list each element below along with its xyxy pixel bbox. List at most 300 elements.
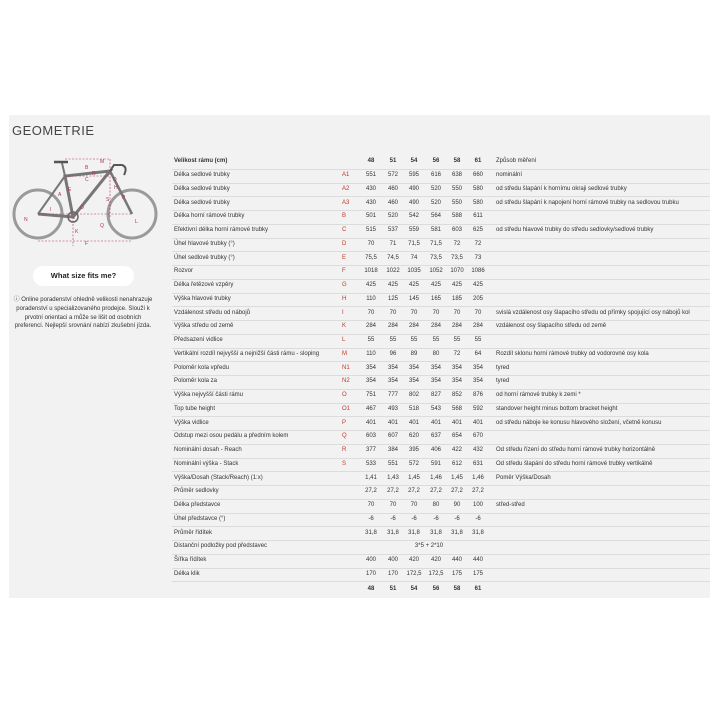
row-value: 74 (410, 254, 418, 261)
row-value: 284 (408, 323, 419, 330)
row-value: 425 (365, 282, 376, 288)
row-note: nominální (496, 172, 523, 178)
table-row (172, 183, 710, 198)
row-code: N1 (342, 364, 350, 371)
row-value: 660 (472, 172, 483, 178)
table-row (172, 485, 710, 500)
size-footer: 58 (453, 585, 461, 592)
size-footer: 51 (389, 585, 397, 592)
row-value: 70 (474, 309, 482, 316)
header-label: Velikost rámu (cm) (174, 158, 228, 164)
row-value: 638 (451, 172, 462, 178)
row-value: 1052 (429, 268, 443, 275)
row-value: 354 (430, 378, 441, 385)
size-header: 56 (432, 158, 440, 164)
row-value: 354 (451, 364, 462, 371)
row-note: Od středu šlapání do středu horní rámové trubky vertikálně (496, 460, 653, 467)
row-value: -6 (433, 515, 439, 522)
row-value: 580 (472, 185, 483, 192)
row-value: 406 (430, 447, 441, 453)
row-value: 637 (430, 433, 441, 440)
row-value: 55 (367, 337, 375, 343)
row-value: 777 (387, 392, 398, 398)
diagram-letter: D (113, 177, 117, 183)
row-value: 533 (365, 460, 376, 467)
table-row (172, 210, 710, 225)
row-code: F (342, 268, 346, 275)
row-value: 354 (365, 378, 376, 385)
row-value: 55 (474, 337, 482, 343)
row-value: 284 (472, 323, 483, 330)
table-row (172, 444, 710, 459)
row-value: 467 (365, 405, 376, 412)
row-label: Poloměr kola za (174, 378, 218, 385)
row-value: 74,5 (387, 254, 399, 261)
row-value: 537 (387, 227, 398, 233)
row-value: 395 (408, 447, 419, 453)
row-code: D (342, 240, 347, 247)
row-label: Výška nejvyšší části rámu (174, 392, 244, 398)
row-value: 145 (408, 295, 419, 302)
bike-geometry-diagram (10, 151, 160, 251)
row-value: 70 (410, 502, 418, 508)
row-label: Výška vidlice (174, 419, 209, 426)
row-value: 1,46 (472, 474, 484, 481)
row-value: 631 (472, 460, 483, 467)
row-value: 73 (474, 254, 482, 261)
row-label: Šířka řídítek (174, 557, 207, 563)
row-value: 654 (451, 433, 462, 440)
row-value: 520 (430, 185, 441, 192)
row-value: -6 (475, 515, 481, 522)
size-header: 61 (474, 158, 482, 164)
row-value: 542 (408, 213, 419, 220)
row-value: 284 (430, 323, 441, 330)
row-value: 354 (451, 378, 462, 385)
row-value: 100 (472, 502, 483, 508)
row-value: 550 (451, 199, 462, 206)
row-value: 400 (365, 557, 376, 563)
row-value: 607 (387, 433, 398, 440)
row-value: 612 (451, 460, 462, 467)
table-row (172, 348, 710, 363)
row-value: 70 (410, 309, 418, 316)
row-value: 401 (365, 419, 376, 426)
row-value: 751 (365, 392, 376, 398)
row-value: 1,41 (365, 474, 377, 481)
row-value: 551 (365, 172, 376, 178)
table-row (172, 293, 710, 308)
diagram-letter: L (135, 219, 138, 225)
table-row (172, 362, 710, 377)
row-value: 70 (389, 309, 397, 316)
row-value: 27,2 (451, 488, 463, 495)
row-value: 55 (389, 337, 397, 343)
row-label: Úhel sedlové trubky (°) (174, 254, 235, 261)
diagram-letter: I (50, 207, 52, 213)
row-note: Od středu řízení do středu horní rámové trubky horizontálně (496, 447, 656, 453)
row-value: 1086 (471, 268, 485, 275)
row-code: N2 (342, 378, 350, 385)
row-code: C (342, 227, 347, 233)
row-label: Úhel představce (°) (174, 515, 226, 522)
table-row (172, 389, 710, 404)
row-value: 518 (408, 405, 419, 412)
row-value: 354 (365, 364, 376, 371)
row-note: vzdálenost osy šlapacího středu od země (496, 323, 607, 330)
row-value: 55 (410, 337, 418, 343)
table-row (172, 279, 710, 294)
row-note: od středu šlapání k hornímu okraji sedlové trubky (496, 185, 627, 192)
diagram-letter: N (24, 217, 28, 223)
row-value: 564 (430, 213, 441, 220)
row-label: Výška středu od země (174, 323, 234, 330)
row-note: Poměr Výška/Dosah (496, 474, 551, 481)
size-footer: 56 (432, 585, 440, 592)
row-value: 440 (451, 557, 462, 563)
row-value: 401 (387, 419, 398, 426)
row-value: 70 (367, 240, 375, 247)
table-row (172, 224, 710, 239)
row-value: 1,45 (451, 474, 463, 481)
table-row (172, 375, 710, 390)
table-footer (172, 583, 710, 597)
row-value: -6 (454, 515, 460, 522)
row-label: Předsazení vidlice (174, 337, 223, 343)
row-code: O (342, 392, 347, 398)
row-value: 55 (432, 337, 440, 343)
size-header: 48 (367, 158, 375, 164)
row-label: Délka klik (174, 570, 200, 577)
row-value: 75,5 (365, 254, 377, 261)
row-value: 603 (451, 227, 462, 233)
row-value: 55 (453, 337, 461, 343)
table-row (172, 252, 710, 267)
row-value: 71,5 (408, 240, 420, 247)
row-value: 425 (472, 282, 483, 288)
row-value: 1,43 (387, 474, 399, 481)
row-value: 284 (451, 323, 462, 330)
row-note: od horní rámové trubky k zemi * (496, 392, 581, 398)
row-value: 520 (387, 213, 398, 220)
row-label: Odstup mezi osou pedálu a předním kolem (174, 433, 289, 440)
row-value: 603 (365, 433, 376, 440)
row-label: Délka sedlové trubky (174, 199, 230, 206)
row-value: 611 (473, 213, 483, 220)
row-value: 172,5 (406, 570, 422, 577)
row-value: 802 (408, 392, 419, 398)
diagram-letter: B (85, 165, 89, 171)
table-row (172, 238, 710, 253)
row-code: Q (342, 433, 347, 440)
row-value: 31,8 (430, 529, 442, 536)
row-value: 440 (472, 557, 483, 563)
row-value: 568 (451, 405, 462, 412)
geometry-panel (9, 115, 710, 598)
row-value: 400 (387, 557, 398, 563)
row-value: 430 (365, 185, 376, 192)
row-label: Úhel hlavové trubky (°) (174, 240, 235, 247)
row-value: 354 (472, 378, 483, 385)
row-value: 354 (430, 364, 441, 371)
row-value: 284 (387, 323, 398, 330)
table-row (172, 472, 710, 487)
row-note: od středu hlavové trubky do středu sedlovky/sedlové trubky (496, 227, 654, 233)
row-label: Průměr sedlovky (174, 488, 219, 495)
row-label: Rozvor (174, 268, 194, 275)
row-value: 31,8 (451, 529, 463, 536)
row-label: Distanční podložky pod představec (174, 543, 268, 550)
row-code: O1 (342, 405, 351, 412)
row-value: 27,2 (408, 488, 420, 495)
row-value: 1018 (364, 268, 378, 275)
row-value: 520 (430, 199, 441, 206)
row-value: 27,2 (472, 488, 484, 495)
row-value: 591 (430, 460, 441, 467)
table-header (172, 155, 710, 170)
row-value: 420 (430, 557, 441, 563)
row-code: S (342, 460, 347, 467)
row-value: 31,8 (387, 529, 399, 536)
row-label: Výška hlavové trubky (174, 295, 231, 302)
row-label: Délka sedlové trubky (174, 172, 230, 178)
row-value: 595 (408, 172, 419, 178)
row-value: 377 (365, 447, 376, 453)
diagram-letter: E (68, 187, 72, 193)
row-value: 170 (365, 570, 376, 577)
table-row (172, 527, 710, 542)
row-value: 175 (472, 570, 483, 577)
size-header: 58 (453, 158, 461, 164)
row-label: Efektivní délka horní rámové trubky (174, 227, 269, 233)
row-value: 72 (474, 240, 482, 247)
size-header: 54 (410, 158, 418, 164)
row-value: 71,5 (430, 240, 442, 247)
row-value: 70 (432, 309, 440, 316)
row-note: svislá vzdálenost osy šlapacího středu od přímky spojující osy nábojů kol (496, 309, 690, 316)
table-row (172, 417, 710, 432)
row-label: Vzdálenost středu od nábojů (174, 309, 251, 316)
diagram-letter: A (58, 192, 62, 198)
row-label: Nominální výška - Stack (174, 460, 239, 467)
diagram-letter: R (92, 171, 96, 177)
row-code: P (342, 419, 347, 426)
table-row (172, 265, 710, 280)
row-value: 493 (387, 405, 398, 412)
row-label: Délka představce (174, 502, 221, 508)
row-value: 354 (408, 378, 419, 385)
row-value: 284 (365, 323, 376, 330)
row-value: 401 (451, 419, 462, 426)
row-note: od středu náboje ke konusu hlavového složení, včetně konusu (496, 419, 662, 426)
row-value: 354 (408, 364, 419, 371)
table-row (172, 554, 710, 569)
diagram-letter: K (75, 229, 79, 235)
row-value: 543 (430, 405, 441, 412)
row-value: 490 (408, 199, 419, 206)
row-value: 432 (472, 447, 483, 453)
row-value: -6 (411, 515, 417, 522)
table-row (172, 430, 710, 445)
row-code: K (342, 323, 347, 330)
row-value: 420 (408, 557, 419, 563)
row-value: 354 (472, 364, 483, 371)
row-value: 205 (472, 295, 483, 302)
row-value: 172,5 (428, 570, 444, 577)
row-value: -6 (390, 515, 396, 522)
row-value: 581 (430, 227, 441, 233)
row-value: 165 (430, 295, 441, 302)
row-code: A2 (342, 185, 350, 192)
row-value: 71 (389, 240, 397, 247)
row-value: 96 (389, 350, 397, 357)
row-value: 670 (472, 433, 483, 440)
size-footer: 61 (474, 585, 482, 592)
what-size-fits-me-button[interactable]: What size fits me? (33, 266, 134, 286)
row-value: 175 (451, 570, 462, 577)
row-note: tyred (496, 364, 510, 371)
row-value: 31,8 (408, 529, 420, 536)
row-value: 73,5 (451, 254, 463, 261)
row-value: 80 (432, 502, 440, 508)
diagram-letter: M (100, 159, 105, 165)
row-value: 588 (451, 213, 462, 220)
size-footer: 54 (410, 585, 418, 592)
row-value: 852 (451, 392, 462, 398)
row-note: standover height minus bottom bracket height (496, 405, 618, 412)
size-header: 51 (389, 158, 397, 164)
row-value: 89 (410, 350, 418, 357)
row-value: 616 (430, 172, 441, 178)
section-title: GEOMETRIE (12, 123, 95, 138)
row-label: Nominální dosah - Reach (174, 447, 242, 453)
row-value: 501 (365, 213, 376, 220)
row-value: 384 (387, 447, 398, 453)
row-value: 460 (387, 185, 398, 192)
row-value: 185 (451, 295, 462, 302)
row-value: 73,5 (430, 254, 442, 261)
table-row (172, 320, 710, 335)
row-code: A3 (342, 199, 350, 206)
row-value: 27,2 (387, 488, 399, 495)
row-value: 580 (472, 199, 483, 206)
row-value: 572 (408, 460, 419, 467)
row-value: 1,45 (408, 474, 420, 481)
table-row (172, 307, 710, 322)
row-code: R (342, 447, 347, 453)
row-value: 425 (387, 282, 398, 288)
row-label: Délka horní rámové trubky (174, 213, 245, 220)
row-value: 550 (451, 185, 462, 192)
row-note: střed-střed (496, 502, 525, 508)
row-value: 1,46 (430, 474, 442, 481)
diagram-letter: P (122, 195, 126, 201)
size-footer: 48 (367, 585, 375, 592)
row-value: 625 (472, 227, 483, 233)
row-value: 1070 (450, 268, 464, 275)
row-code: B (342, 213, 347, 220)
row-code: A1 (342, 172, 350, 178)
row-value: 27,2 (430, 488, 442, 495)
row-value: 422 (451, 447, 462, 453)
row-label: Vertikální rozdíl nejvyšší a nejnižší části rámu - sloping (174, 350, 320, 357)
table-row (172, 540, 710, 555)
row-value: 401 (472, 419, 483, 426)
row-value: 27,2 (365, 488, 377, 495)
diagram-letter: S (106, 197, 110, 203)
row-note: od středu šlapání k napojení horní rámové trubky na sedlovou trubku (496, 199, 679, 206)
diagram-letter: C (85, 177, 89, 183)
row-value: 31,8 (472, 529, 484, 536)
row-code: L (342, 337, 346, 343)
row-value: 1022 (386, 268, 400, 275)
table-row (172, 169, 710, 184)
seatpost (62, 163, 65, 176)
row-value: 620 (408, 433, 419, 440)
row-value: 125 (387, 295, 398, 302)
row-value: 70 (367, 309, 375, 316)
row-code: M (342, 350, 347, 357)
row-note: tyred (496, 378, 510, 385)
row-value: 425 (408, 282, 419, 288)
row-value: 425 (451, 282, 462, 288)
table-row (172, 197, 710, 212)
row-value: 70 (389, 502, 397, 508)
row-label: Top tube height (174, 405, 216, 412)
row-value: 70 (453, 309, 461, 316)
row-value: 90 (453, 502, 461, 508)
row-value: 551 (387, 460, 398, 467)
row-value: 72 (453, 240, 461, 247)
row-value: 1035 (407, 268, 421, 275)
diagram-letter: Q (100, 223, 104, 229)
row-value: 401 (430, 419, 441, 426)
table-row (172, 403, 710, 418)
row-value: 460 (387, 199, 398, 206)
row-value: 70 (367, 502, 375, 508)
header-note: Způsob měření (496, 158, 537, 164)
row-value: 64 (474, 350, 482, 357)
row-code: E (342, 254, 347, 261)
diagram-letter: F (85, 241, 89, 247)
row-value: 592 (472, 405, 483, 412)
row-value: 876 (472, 392, 483, 398)
row-value: 31,8 (365, 529, 377, 536)
row-value: 170 (387, 570, 398, 577)
row-value: 827 (430, 392, 441, 398)
row-value: 559 (408, 227, 419, 233)
row-value: 430 (365, 199, 376, 206)
table-row (172, 334, 710, 349)
row-value: 490 (408, 185, 419, 192)
row-label: Délka sedlové trubky (174, 185, 230, 192)
row-label: Výška/Dosah (Stack/Reach) (1:x) (174, 474, 263, 481)
row-value: 110 (366, 295, 376, 302)
row-value: 80 (432, 350, 440, 357)
row-note: Rozdíl sklonu horní rámové trubky od vodorovné osy kola (496, 350, 649, 357)
row-label: Délka řetězové vzpěry (174, 282, 234, 288)
row-value: 354 (387, 364, 398, 371)
info-text: ⓘ Online poradenství ohledně velikosti nenahrazuje poradenství u specializovaného prodejce. Slouží k prvotní orientaci a může se lišit od osobních preferencí. Nejlepší srovnání nabízí zkušební jízda. (13, 297, 153, 330)
row-value: 425 (430, 282, 441, 288)
row-code: H (342, 295, 347, 302)
row-value-span: 3*5 + 2*10 (414, 543, 444, 550)
row-code: I (342, 309, 344, 316)
row-value: 110 (366, 350, 376, 357)
diagram-letter: H (114, 185, 118, 191)
row-value: 72 (453, 350, 461, 357)
table-row (172, 458, 710, 473)
